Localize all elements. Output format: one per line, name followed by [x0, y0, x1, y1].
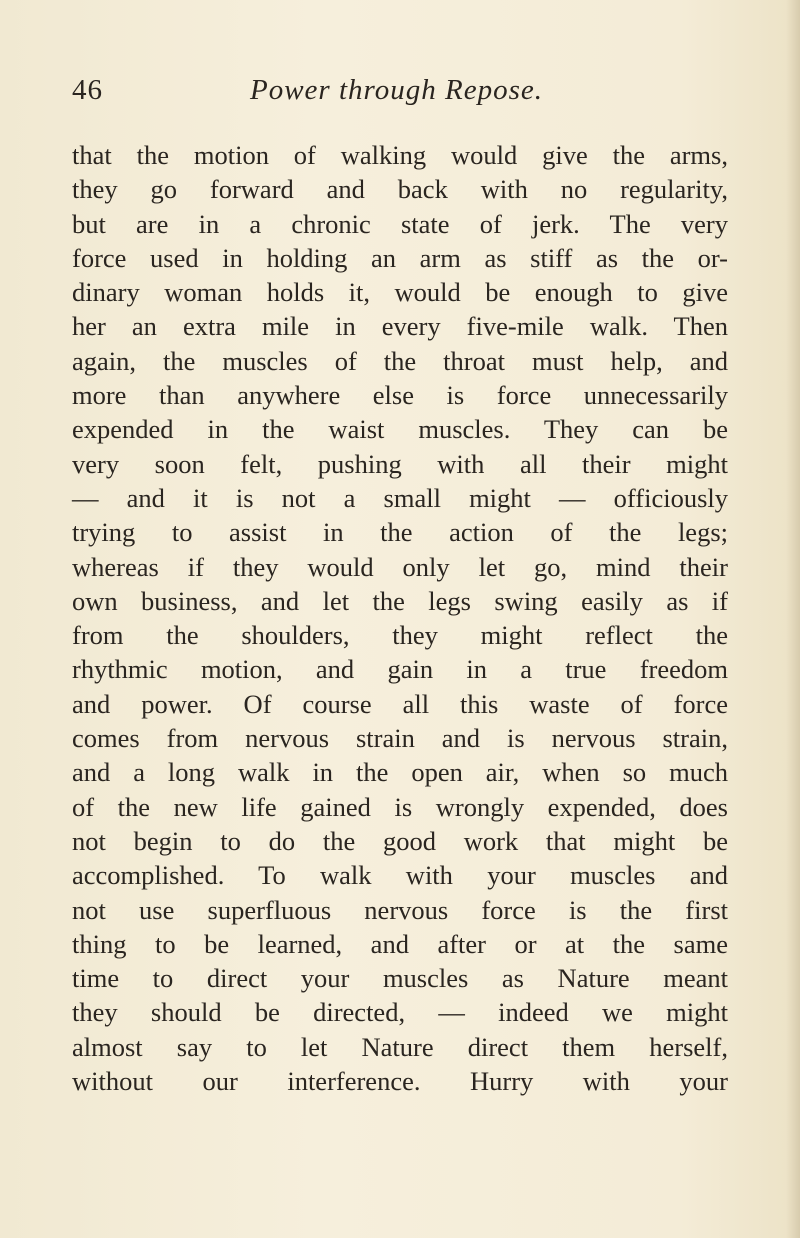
- text-line: and power. Of course all this waste of force: [72, 688, 728, 719]
- text-line: rhythmic motion, and gain in a true freedom: [72, 654, 728, 685]
- text-line: they should be directed, — indeed we might: [72, 997, 728, 1028]
- text-line: not use superfluous nervous force is the first: [72, 894, 728, 925]
- page-edge-shadow: [786, 0, 800, 1238]
- text-line: of the new life gained is wrongly expended, does: [72, 791, 728, 822]
- text-line: that the motion of walking would give the arms,: [72, 140, 728, 170]
- text-line: again, the muscles of the throat must help, and: [72, 345, 728, 376]
- text-line: comes from nervous strain and is nervous strain,: [72, 723, 728, 754]
- text-line: they go forward and back with no regularity,: [72, 174, 728, 205]
- text-line: but are in a chronic state of jerk. The very: [72, 208, 728, 239]
- text-line: from the shoulders, they might reflect the: [72, 620, 728, 651]
- body-text: [72, 138, 728, 1098]
- text-line: almost say to let Nature direct them herself,: [72, 1031, 728, 1062]
- running-head: [72, 68, 728, 112]
- text-line: not begin to do the good work that might be: [72, 825, 728, 856]
- page-number: 46: [72, 74, 103, 106]
- text-line: and a long walk in the open air, when so much: [72, 757, 728, 788]
- text-line: time to direct your muscles as Nature meant: [72, 963, 728, 994]
- text-line: force used in holding an arm as stiff as the or-: [72, 242, 728, 273]
- text-line: expended in the waist muscles. They can be: [72, 414, 728, 445]
- text-line: more than anywhere else is force unnecessarily: [72, 380, 728, 411]
- text-line: dinary woman holds it, would be enough to give: [72, 277, 728, 308]
- text-line: whereas if they would only let go, mind their: [72, 551, 728, 582]
- running-title: Power through Repose.: [250, 74, 543, 106]
- text-line: — and it is not a small might — officiously: [72, 482, 728, 513]
- text-line: very soon felt, pushing with all their might: [72, 448, 728, 479]
- text-line: without our interference. Hurry with your: [72, 1066, 728, 1097]
- text-line: her an extra mile in every five-mile walk. Then: [72, 311, 728, 342]
- text-line: thing to be learned, and after or at the same: [72, 928, 728, 959]
- text-line: trying to assist in the action of the legs;: [72, 517, 728, 548]
- text-line: accomplished. To walk with your muscles and: [72, 860, 728, 891]
- text-line: own business, and let the legs swing easily as if: [72, 585, 728, 616]
